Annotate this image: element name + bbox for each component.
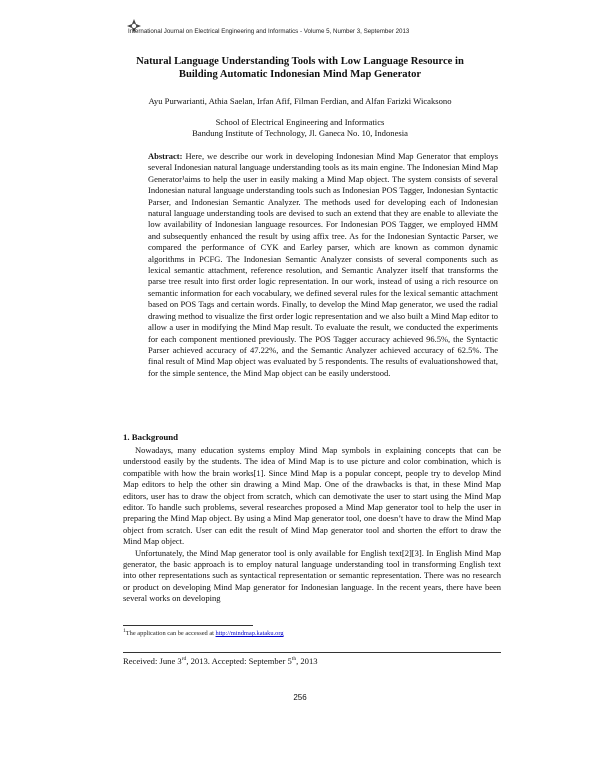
received-sup-a: rd — [181, 656, 187, 663]
abstract-label: Abstract: — [148, 151, 183, 161]
journal-header: International Journal on Electrical Engineering and Informatics - Volume 5, Number 3, September 2013 — [128, 28, 410, 35]
title-line-1: Natural Language Understanding Tools with Low Language Resource in — [136, 56, 464, 67]
received-text-b: , 2013. Accepted: September 5 — [186, 656, 292, 666]
footnote-text: The application can be accessed at — [125, 630, 216, 637]
received-divider — [123, 652, 501, 653]
affiliation — [100, 117, 500, 139]
received-text-a: Received: June 3 — [123, 656, 182, 666]
footnote-link[interactable]: http://mindmap.kataku.org — [215, 630, 284, 637]
footnote — [123, 627, 284, 637]
body-paragraph-1: Nowadays, many education systems employ Mind Map symbols in explaining concepts that can be understood easily by the students. The idea of Mind Map is to use picture and color combination, which is compatible with how the brain works[1]. Since Mind Map is a popular concept, people try to develop Mind Map editors to help the other sin drawing a Mind Map. One of the drawbacks is that, in these Mind Map editors, user has to draw the object from scratch, which can demotivate the user to start using the Mind Map editor. To handle such problems, several researches proposed a Mind Map generator tool to help the user in preparing the Mind Map object. By using a Mind Map generator tool, one doesn’t have to draw the Mind Map object from scratch. User can edit the result of Mind Map generator tool and shorten the effort to draw the Mind Map object. — [123, 445, 501, 547]
abstract-text: Here, we describe our work in developing Indonesian Mind Map Generator that employs several Indonesian natural language understanding tools as its main engine. The Indonesian Mind Map Generator¹aims to help the user in easily making a Mind Map object. The system consists of several Indonesian natural language understanding tools such as Indonesian POS Tagger, Indonesian Syntactic Parser, and Indonesian Semantic Analyzer. The methods used for developing each of Indonesian natural language understanding tools are devised to such an extend that they are enable to alleviate the low availability of Indonesian language resources. For Indonesian POS Tagger, we employed HMM and subsequently enhanced the result by using affix tree. As for the Indonesian Syntactic Parser, we compared the performance of CYK and Earley parser, which are known as common dynamic algorithms in PCFG. The Indonesian Semantic Analyzer consists of several components such as lexical semantic attachment, reference resolution, and Semantic Analyzer itself that transforms the parse tree result into first order logic representation. In our work, instead of using a rich resource on semantic information for each vocabulary, we defined several rules for the lexical semantic attachment based on POS Tags and certain words. Finally, to develop the Mind Map generator, we used the radial drawing method to visualize the first order logic representation and we also built a Mind Map editor to allow a user in modifying the Mind Map result. To evaluate the result, we conducted the experiments for each component mentioned previously. The POS Tagger accuracy achieved 96.5%, the Syntactic Parser achieved accuracy of 47.22%, and the Semantic Analyzer achieved accuracy of 62.5%. The final result of Mind Map object was evaluated by 5 respondents. The results of evaluationshowed that, for the simple sentence, the Mind Map object can be easily understood. — [148, 151, 498, 378]
section-heading-background: 1. Background — [123, 432, 179, 442]
affiliation-line-2: Bandung Institute of Technology, Jl. Ganeca No. 10, Indonesia — [192, 128, 408, 138]
title-line-2: Building Automatic Indonesian Mind Map Generator — [178, 69, 422, 80]
received-dates — [123, 656, 318, 666]
received-text-c: , 2013 — [296, 656, 318, 666]
abstract — [148, 151, 498, 379]
author-list: Ayu Purwarianti, Athia Saelan, Irfan Afif, Filman Ferdian, and Alfan Farizki Wicaksono — [148, 96, 452, 106]
section-body — [123, 445, 501, 605]
page-number: 256 — [293, 693, 307, 702]
footnote-divider — [123, 625, 253, 626]
paper-title — [100, 55, 500, 81]
footnote-mark: 1 — [123, 627, 126, 634]
body-paragraph-2: Unfortunately, the Mind Map generator tool is only available for English text[2][3]. In English Mind Map generator, the basic approach is to employ natural language understanding tool in transforming English text into other representations such as syntactical representation or semantic representation. There was no research or product on developing Mind Map generator for Indonesian language. In the recent years, there have been several works on developing — [123, 547, 501, 604]
affiliation-line-1: School of Electrical Engineering and Informatics — [215, 117, 385, 127]
received-sup-b: th — [291, 656, 297, 663]
